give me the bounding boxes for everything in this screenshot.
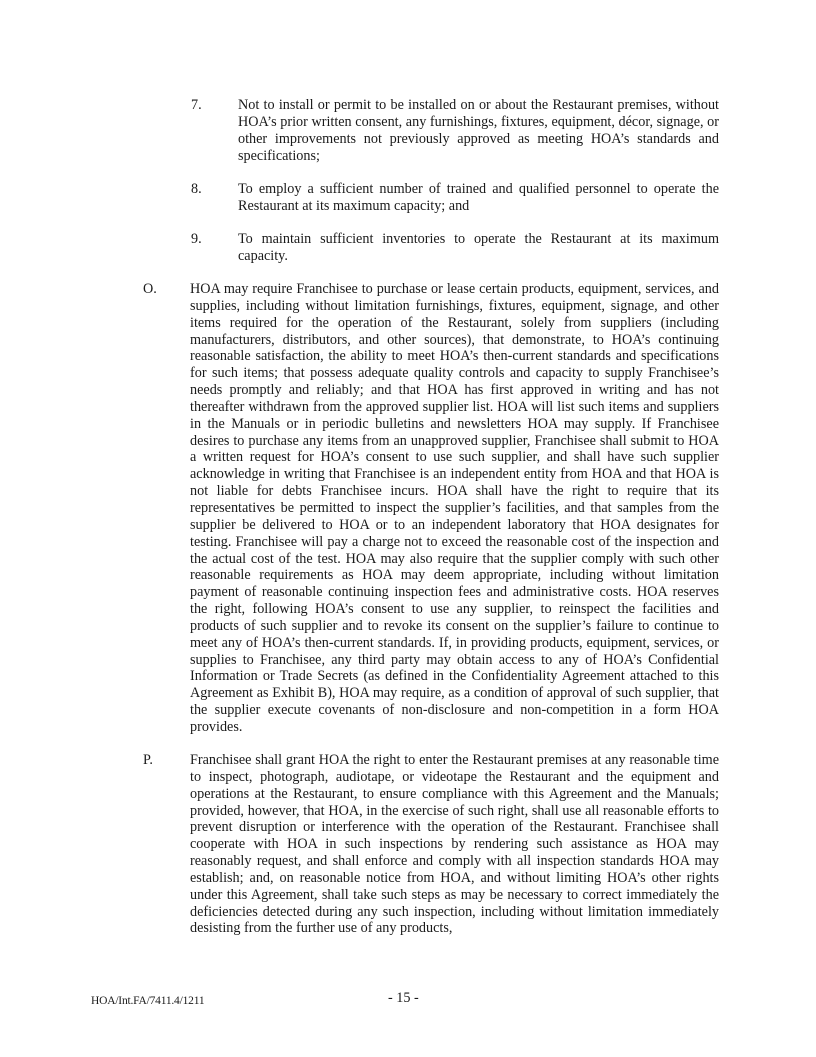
item-text: To maintain sufficient inventories to operate the Restaurant at its maximum capacity.: [238, 231, 719, 264]
section-text: HOA may require Franchisee to purchase or lease certain products, equipment, services, and supplies, including without limitation furnishings, fixtures, equipment, signage, and other items required for the operation of the Restaurant, solely from suppliers (including manufacturers, distributors, and other sources), that demonstrate, to HOA’s continuing reasonable satisfaction, the ability to meet HOA’s then-current standards and specifications for such items; that possess adequate quality controls and capacity to supply Franchisee’s needs promptly and reliably; and that HOA has first approved in writing and has not thereafter withdrawn from the approved supplier list. HOA will list such items and suppliers in the Manuals or in periodic bulletins and newsletters HOA may supply. If Franchisee desires to purchase any items from an unapproved supplier, Franchisee shall submit to HOA a written request for HOA’s consent to use such supplier, and shall have such supplier acknowledge in writing that Franchisee is an independent entity from HOA and that HOA is not liable for debts Franchisee incurs. HOA shall have the right to require that its representatives be permitted to inspect the supplier’s facilities, and that samples from the supplier be delivered to HOA or to an independent laboratory that HOA designates for testing. Franchisee will pay a charge not to exceed the reasonable cost of the inspection and the actual cost of the test. HOA may also require that the supplier comply with such other reasonable requirements as HOA may deem appropriate, including without limitation payment of reasonable continuing inspection fees and administrative costs. HOA reserves the right, following HOA’s consent to use any supplier, to reinspect the facilities and products of such supplier and to revoke its consent on the supplier’s failure to continue to meet any of HOA’s then-current standards. If, in providing products, equipment, services, or supplies to Franchisee, any third party may obtain access to any of HOA’s Confidential Information or Trade Secrets (as defined in the Confidentiality Agreement attached to this Agreement as Exhibit B), HOA may require, as a condition of approval of such supplier, that the supplier execute covenants of non-disclosure and non-competition in a form HOA provides.: [190, 281, 719, 735]
section-o: [143, 281, 719, 736]
item-number: 8.: [191, 181, 202, 197]
list-item-8: [191, 181, 719, 215]
footer-document-id: HOA/Int.FA/7411.4/1211: [91, 995, 205, 1007]
item-text: To employ a sufficient number of trained and qualified personnel to operate the Restaurant at its maximum capacity; and: [238, 181, 719, 214]
footer-page-number: - 15 -: [388, 990, 419, 1006]
section-letter: O.: [143, 281, 157, 297]
section-text: Franchisee shall grant HOA the right to enter the Restaurant premises at any reasonable time to inspect, photograph, audiotape, or videotape the Restaurant and the equipment and operations at the Restaurant, to ensure compliance with this Agreement and the Manuals; provided, however, that HOA, in the exercise of such right, shall use all reasonable efforts to prevent disruption or interference with the operation of the Restaurant. Franchisee shall cooperate with HOA in such inspections by rendering such assistance as HOA may reasonably request, and shall enforce and comply with all inspection standards HOA may establish; and, on reasonable notice from HOA, and without limiting HOA’s other rights under this Agreement, shall take such steps as may be necessary to correct immediately the deficiencies detected during any such inspection, including without limitation immediately desisting from the further use of any products,: [190, 752, 719, 937]
item-text: Not to install or permit to be installed on or about the Restaurant premises, without HOA’s prior written consent, any furnishings, fixtures, equipment, décor, signage, or other improvements not previously approved as meeting HOA’s standards and specifications;: [238, 97, 719, 164]
section-p: [143, 752, 719, 937]
item-number: 7.: [191, 97, 202, 113]
section-letter: P.: [143, 752, 153, 768]
item-number: 9.: [191, 231, 202, 247]
list-item-7: [191, 97, 719, 164]
list-item-9: [191, 231, 719, 265]
